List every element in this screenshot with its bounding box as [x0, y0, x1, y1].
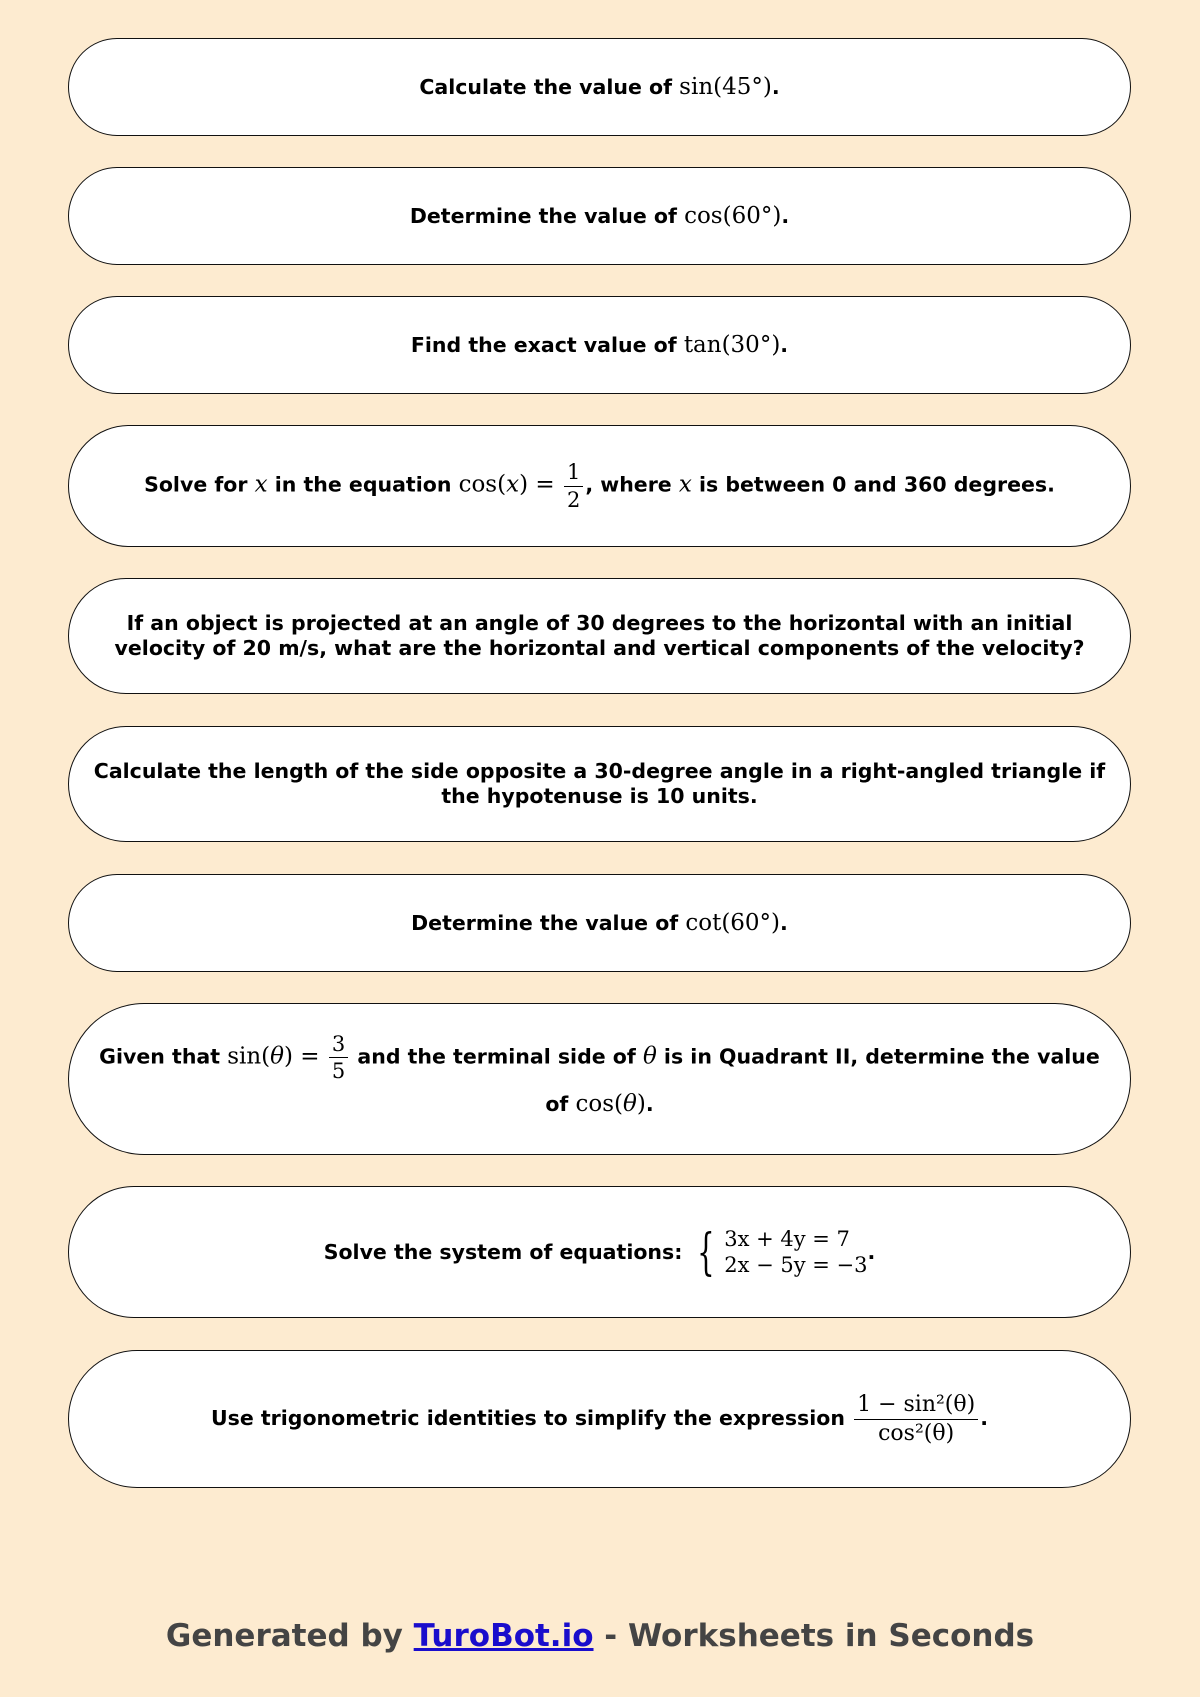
question-card-6 — [68, 726, 1131, 842]
question-card-8 — [68, 1003, 1131, 1155]
equation-system — [690, 1223, 868, 1281]
question-text: Solve the system of equations: { 3x + 4y = 7 2x − 5y = −3 . — [323, 1223, 876, 1281]
footer-suffix: - Worksheets in Seconds — [593, 1618, 1035, 1654]
question-card-2 — [68, 167, 1131, 265]
equation-2: 2x − 5y = −3 — [724, 1253, 868, 1277]
question-text: Solve for x in the equation cos(x) = $\frac{1}{2}$ , where x is between 0 and 360 degrees. — [144, 460, 1055, 512]
question-text: Determine the value of cot(60°). — [411, 909, 788, 936]
question-card-9 — [68, 1186, 1131, 1318]
brace: { — [697, 1223, 716, 1281]
turobot-link[interactable]: TuroBot.io — [413, 1618, 594, 1654]
question-card-5 — [68, 578, 1131, 694]
question-text: Determine the value of cos(60°). — [409, 202, 790, 229]
question-text: Given that sin(θ) = $\frac{3}{5}$ and the terminal side of θ is in Quadrant II, determine the value of cos(θ). — [99, 1031, 1100, 1117]
question-card-1 — [68, 38, 1131, 136]
fraction: $\frac{3}{5}$ — [329, 1032, 348, 1083]
fraction: $\frac{\text{1 − sin²(θ)}}{\text{cos²(θ)}}$ — [854, 1392, 978, 1446]
fraction: $\frac{1}{2}$ — [564, 460, 583, 511]
equation-1: 3x + 4y = 7 — [724, 1226, 850, 1251]
question-text: Calculate the value of sin(45°). — [419, 73, 780, 100]
footer-prefix: Generated by — [165, 1618, 414, 1654]
question-text: Calculate the length of the side opposite a 30-degree angle in a right-angled triangle if the hypotenuse is 10 units. — [93, 759, 1106, 808]
question-card-10 — [68, 1350, 1131, 1488]
question-text: If an object is projected at an angle of 30 degrees to the horizontal with an initial velocity of 20 m/s, what are the horizontal and vertical components of the velocity? — [114, 611, 1085, 660]
question-card-3 — [68, 296, 1131, 394]
question-card-4 — [68, 425, 1131, 547]
question-text: Use trigonometric identities to simplify the expression $\frac{\text{1 − sin²(θ)}}{\text{cos²(θ)}}$ . — [210, 1392, 989, 1446]
footer — [0, 1618, 1200, 1654]
question-card-7 — [68, 874, 1131, 972]
question-text: Find the exact value of tan(30°). — [410, 331, 789, 358]
